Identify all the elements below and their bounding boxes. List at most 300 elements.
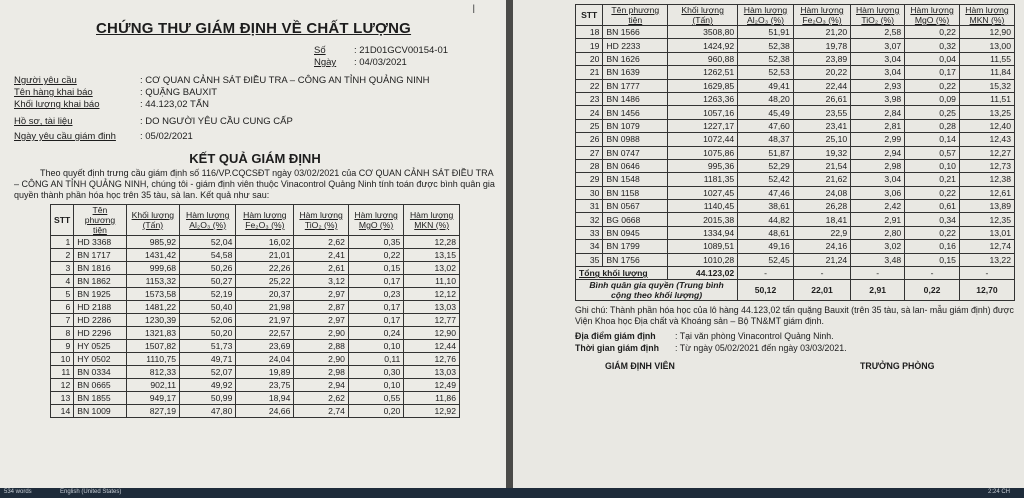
cell-value: 50,40: [180, 301, 236, 314]
cell-value: 0,20: [348, 405, 403, 418]
cell-value: 13,25: [959, 106, 1014, 119]
cell-value: 49,92: [180, 379, 236, 392]
cell-stt: 3: [51, 262, 74, 275]
cell-name: BN 1548: [603, 173, 668, 186]
cell-name: HD 2233: [603, 39, 668, 52]
cell-value: 47,80: [180, 405, 236, 418]
table-row: [51, 249, 460, 262]
cell-value: 3,04: [851, 173, 905, 186]
cell-value: 50,99: [180, 392, 236, 405]
cell-value: 2,94: [851, 146, 905, 159]
table-row: [576, 200, 1015, 213]
col-fe2o3: Hàm lượng Fe₂O₃ (%): [236, 205, 294, 236]
document-page-right: [513, 0, 1024, 488]
cell-value: 3,07: [851, 39, 905, 52]
table-row: [576, 133, 1015, 146]
cell-value: 13,02: [404, 262, 460, 275]
cell-value: 12,76: [404, 353, 460, 366]
cell-value: 2015,38: [668, 213, 738, 226]
col-mkn: Hàm lượng MKN (%): [959, 5, 1014, 26]
cell-value: 0,57: [905, 146, 960, 159]
cell-name: BN 1855: [74, 392, 126, 405]
cell-stt: 24: [576, 106, 603, 119]
cell-value: 24,08: [793, 186, 850, 199]
cell-stt: 28: [576, 159, 603, 172]
cell-value: 48,20: [738, 92, 794, 105]
col-weight: Khối lượng (Tấn): [668, 5, 738, 26]
cell-value: 38,61: [738, 200, 794, 213]
cell-value: 960,88: [668, 52, 738, 65]
cell-value: 11,84: [959, 66, 1014, 79]
cell-value: 995,36: [668, 159, 738, 172]
cell-value: 2,87: [294, 301, 349, 314]
clock: 2:24 CH: [988, 489, 1011, 495]
cell-value: 1262,51: [668, 66, 738, 79]
table-row: [576, 186, 1015, 199]
inspection-time: Thời gian giám định : Từ ngày 05/02/2021 đến ngày 03/03/2021.: [575, 343, 847, 354]
cell-value: 827,19: [126, 405, 179, 418]
table-row: [576, 106, 1015, 119]
cell-value: 0,14: [905, 133, 960, 146]
cell-value: 12,49: [404, 379, 460, 392]
cell-value: 1424,92: [668, 39, 738, 52]
table-row: [576, 173, 1015, 186]
cell-value: 11,51: [959, 92, 1014, 105]
header-field: Tên hàng khai báo : QUẶNG BAUXIT: [14, 87, 218, 98]
cell-value: 23,55: [793, 106, 850, 119]
cell-value: 44,82: [738, 213, 794, 226]
cell-value: 0,34: [905, 213, 960, 226]
average-row: Bình quân gia quyền (Trung bình cộng theo khối lượng) 50,12 22,01 2,91 0,22 12,70: [576, 280, 1015, 301]
cell-value: 0,10: [348, 379, 403, 392]
cell-value: 2,98: [851, 159, 905, 172]
cell-stt: 4: [51, 275, 74, 288]
cell-value: 3,04: [851, 52, 905, 65]
cell-value: 1010,28: [668, 253, 738, 266]
cell-value: 2,62: [294, 392, 349, 405]
cell-value: 2,74: [294, 405, 349, 418]
cell-value: 2,97: [294, 314, 349, 327]
cell-stt: 29: [576, 173, 603, 186]
cell-value: 12,90: [404, 327, 460, 340]
cell-stt: 23: [576, 92, 603, 105]
cell-value: 2,91: [851, 213, 905, 226]
cell-name: BN 1079: [603, 119, 668, 132]
cell-value: 19,32: [793, 146, 850, 159]
cell-value: 1263,36: [668, 92, 738, 105]
cell-value: 2,41: [294, 249, 349, 262]
cell-name: BN 1777: [603, 79, 668, 92]
cell-value: 18,41: [793, 213, 850, 226]
cell-value: 51,73: [180, 340, 236, 353]
cell-value: 2,58: [851, 26, 905, 39]
total-row: Tổng khối lượng 44.123,02 - - - - -: [576, 267, 1015, 280]
results-table-left: [50, 204, 460, 418]
cell-value: 1140,45: [668, 200, 738, 213]
cell-value: 51,91: [738, 26, 794, 39]
cell-value: 45,49: [738, 106, 794, 119]
col-mgo: Hàm lượng MgO (%): [905, 5, 960, 26]
table-row: [51, 405, 460, 418]
cell-name: BN 1639: [603, 66, 668, 79]
cell-value: 23,75: [236, 379, 294, 392]
col-tio2: Hàm lượng TiO₂ (%): [851, 5, 905, 26]
cell-value: 49,71: [180, 353, 236, 366]
cell-name: BN 1009: [74, 405, 126, 418]
cell-value: 13,01: [959, 226, 1014, 239]
cell-value: 12,12: [404, 288, 460, 301]
cell-name: BN 1566: [603, 26, 668, 39]
cell-value: 21,20: [793, 26, 850, 39]
cell-value: 24,16: [793, 240, 850, 253]
cell-value: 49,41: [738, 79, 794, 92]
cell-value: 985,92: [126, 236, 179, 249]
cell-name: BN 1756: [603, 253, 668, 266]
cell-value: 22,44: [793, 79, 850, 92]
cell-value: 21,97: [236, 314, 294, 327]
cell-value: 1629,85: [668, 79, 738, 92]
cell-value: 0,55: [348, 392, 403, 405]
cell-value: 24,04: [236, 353, 294, 366]
cell-value: 3,12: [294, 275, 349, 288]
table-row: [51, 379, 460, 392]
cell-value: 52,42: [738, 173, 794, 186]
cell-value: 12,61: [959, 186, 1014, 199]
cell-value: 50,26: [180, 262, 236, 275]
table-row: [576, 39, 1015, 52]
cell-value: 12,38: [959, 173, 1014, 186]
cell-value: 0,35: [348, 236, 403, 249]
cell-name: HY 0525: [74, 340, 126, 353]
cell-value: 13,03: [404, 366, 460, 379]
language-indicator[interactable]: English (United States): [60, 489, 122, 495]
cell-stt: 35: [576, 253, 603, 266]
cell-value: 2,97: [294, 288, 349, 301]
cell-name: HD 3368: [74, 236, 126, 249]
cell-value: 22,9: [793, 226, 850, 239]
cell-value: 0,22: [905, 226, 960, 239]
cell-name: HD 2296: [74, 327, 126, 340]
col-name: Tên phương tiện: [74, 205, 126, 236]
cell-value: 0,25: [905, 106, 960, 119]
table-row: [51, 392, 460, 405]
cell-stt: 20: [576, 52, 603, 65]
note-text: Ghi chú: Thành phần hóa học của lô hàng 44.123,02 tấn quặng Bauxit (trên 35 tàu, sà lan- mẫu giám định) được Viện Khoa học Địa chất và Khoáng sản – Bộ TN&MT giám định.: [575, 305, 1014, 327]
cell-stt: 14: [51, 405, 74, 418]
cell-value: 21,24: [793, 253, 850, 266]
cell-value: 2,90: [294, 327, 349, 340]
section-title: KẾT QUẢ GIÁM ĐỊNH: [189, 151, 321, 166]
header-fields: [14, 75, 496, 143]
cell-value: 2,61: [294, 262, 349, 275]
word-count[interactable]: 534 words: [4, 489, 32, 495]
header-field: Ngày yêu cầu giám định : 05/02/2021: [14, 131, 193, 142]
table-row: [576, 26, 1015, 39]
cell-value: 20,37: [236, 288, 294, 301]
cell-value: 2,88: [294, 340, 349, 353]
text-cursor-icon: I: [472, 2, 476, 16]
cell-name: BN 1816: [74, 262, 126, 275]
cell-value: 23,69: [236, 340, 294, 353]
cell-value: 54,58: [180, 249, 236, 262]
cell-value: 2,81: [851, 119, 905, 132]
table-row: [51, 353, 460, 366]
cell-value: 0,22: [905, 26, 960, 39]
cell-value: 2,42: [851, 200, 905, 213]
cell-value: 19,89: [236, 366, 294, 379]
table-row: [51, 366, 460, 379]
table-row: [51, 301, 460, 314]
cell-value: 0,21: [905, 173, 960, 186]
cell-value: 49,16: [738, 240, 794, 253]
cell-value: 0,17: [348, 301, 403, 314]
cell-name: BN 0646: [603, 159, 668, 172]
cell-name: BN 1862: [74, 275, 126, 288]
cell-value: 1230,39: [126, 314, 179, 327]
cell-value: 1321,83: [126, 327, 179, 340]
cell-value: 0,17: [348, 275, 403, 288]
cell-value: 0,24: [348, 327, 403, 340]
cell-value: 13,03: [404, 301, 460, 314]
cell-name: BN 0665: [74, 379, 126, 392]
cell-value: 26,61: [793, 92, 850, 105]
sign-inspector: GIÁM ĐỊNH VIÊN: [605, 361, 675, 372]
col-mkn: Hàm lượng MKN (%): [404, 205, 460, 236]
cell-value: 12,43: [959, 133, 1014, 146]
cell-value: 3,06: [851, 186, 905, 199]
cell-value: 21,98: [236, 301, 294, 314]
cell-value: 0,22: [905, 186, 960, 199]
table-row: [576, 240, 1015, 253]
cell-value: 1089,51: [668, 240, 738, 253]
header-field: Người yêu cầu : CƠ QUAN CẢNH SÁT ĐIỀU TRA – CÔNG AN TỈNH QUẢNG NINH: [14, 75, 430, 86]
cell-stt: 27: [576, 146, 603, 159]
cell-value: 0,22: [348, 249, 403, 262]
col-al2o3: Hàm lượng Al₂O₃ (%): [738, 5, 794, 26]
cell-value: 0,17: [348, 314, 403, 327]
cell-name: HY 0502: [74, 353, 126, 366]
cell-name: BN 1456: [603, 106, 668, 119]
cell-value: 0,17: [905, 66, 960, 79]
cell-value: 0,10: [348, 340, 403, 353]
cell-value: 50,27: [180, 275, 236, 288]
cell-stt: 22: [576, 79, 603, 92]
cell-value: 1057,16: [668, 106, 738, 119]
cell-value: 0,32: [905, 39, 960, 52]
cell-value: 812,33: [126, 366, 179, 379]
cell-value: 1110,75: [126, 353, 179, 366]
cell-value: 47,60: [738, 119, 794, 132]
table-row: [51, 314, 460, 327]
header-field: Hồ sơ, tài liệu : DO NGƯỜI YÊU CẦU CUNG CẤP: [14, 116, 293, 127]
table-row: [51, 262, 460, 275]
cell-value: 3,98: [851, 92, 905, 105]
cell-value: 20,22: [793, 66, 850, 79]
cell-stt: 1: [51, 236, 74, 249]
cell-value: 26,28: [793, 200, 850, 213]
inspection-place: Địa điểm giám định : Tại văn phòng Vinacontrol Quảng Ninh.: [575, 331, 834, 342]
cell-value: 1507,82: [126, 340, 179, 353]
cell-value: 12,73: [959, 159, 1014, 172]
cell-value: 52,38: [738, 52, 794, 65]
cell-value: 15,32: [959, 79, 1014, 92]
signatures: [575, 361, 1014, 375]
sign-head: TRƯỞNG PHÒNG: [860, 361, 935, 372]
cell-value: 50,20: [180, 327, 236, 340]
cell-value: 1153,32: [126, 275, 179, 288]
cell-name: BN 1158: [603, 186, 668, 199]
cell-name: BN 0988: [603, 133, 668, 146]
cell-stt: 30: [576, 186, 603, 199]
cell-stt: 6: [51, 301, 74, 314]
cell-value: 902,11: [126, 379, 179, 392]
cell-value: 11,10: [404, 275, 460, 288]
cell-value: 0,23: [348, 288, 403, 301]
cell-value: 0,04: [905, 52, 960, 65]
cell-stt: 10: [51, 353, 74, 366]
cell-value: 0,28: [905, 119, 960, 132]
table-row: [51, 340, 460, 353]
cell-stt: 12: [51, 379, 74, 392]
cell-value: 52,06: [180, 314, 236, 327]
cell-stt: 19: [576, 39, 603, 52]
cell-value: 3,02: [851, 240, 905, 253]
cell-name: BN 1486: [603, 92, 668, 105]
cell-stt: 2: [51, 249, 74, 262]
cell-value: 12,92: [404, 405, 460, 418]
cell-value: 1481,22: [126, 301, 179, 314]
cell-stt: 13: [51, 392, 74, 405]
cell-value: 949,17: [126, 392, 179, 405]
col-mgo: Hàm lượng MgO (%): [348, 205, 403, 236]
cell-value: 2,84: [851, 106, 905, 119]
cell-value: 12,44: [404, 340, 460, 353]
table-row: [576, 52, 1015, 65]
cell-value: 52,45: [738, 253, 794, 266]
cell-value: 48,61: [738, 226, 794, 239]
cell-name: BN 1717: [74, 249, 126, 262]
cell-value: 11,86: [404, 392, 460, 405]
table-row: [51, 275, 460, 288]
cell-stt: 7: [51, 314, 74, 327]
cell-name: BG 0668: [603, 213, 668, 226]
cell-name: BN 0747: [603, 146, 668, 159]
cell-value: 12,28: [404, 236, 460, 249]
cell-value: 1334,94: [668, 226, 738, 239]
cell-value: 0,22: [905, 79, 960, 92]
table-row: [576, 92, 1015, 105]
cell-value: 22,57: [236, 327, 294, 340]
table-row: [576, 66, 1015, 79]
cell-value: 23,41: [793, 119, 850, 132]
col-name: Tên phương tiện: [603, 5, 668, 26]
average-label: Bình quân gia quyền (Trung bình cộng theo khối lượng): [576, 280, 738, 301]
cell-value: 22,26: [236, 262, 294, 275]
cell-stt: 5: [51, 288, 74, 301]
cert-number: Số : 21D01GCV00154-01: [314, 45, 449, 56]
cell-value: 51,87: [738, 146, 794, 159]
cell-value: 1027,45: [668, 186, 738, 199]
cell-value: 21,54: [793, 159, 850, 172]
cell-value: 19,78: [793, 39, 850, 52]
cell-value: 13,89: [959, 200, 1014, 213]
cell-stt: 32: [576, 213, 603, 226]
cell-stt: 26: [576, 133, 603, 146]
intro-paragraph: Theo quyết định trưng cầu giám định số 116/VP.CQCSĐT ngày 03/02/2021 của CƠ QUAN CẢNH SÁT ĐIỀU TRA – CÔNG AN TỈNH QUẢNG NINH, chúng tôi - giám định viên thuộc Vinacontrol Quảng Ninh tính toán được bình quân gia quyền thành phần hóa học trên 35 tàu, sà lan. Kết quả như sau:: [14, 168, 495, 200]
cell-value: 18,94: [236, 392, 294, 405]
cell-value: 52,53: [738, 66, 794, 79]
cell-value: 16,02: [236, 236, 294, 249]
cell-value: 12,40: [959, 119, 1014, 132]
cell-value: 52,29: [738, 159, 794, 172]
cell-value: 1227,17: [668, 119, 738, 132]
col-stt: STT: [51, 205, 74, 236]
cell-stt: 9: [51, 340, 74, 353]
table-row: [576, 159, 1015, 172]
cell-value: 3,04: [851, 66, 905, 79]
cell-value: 2,94: [294, 379, 349, 392]
cell-value: 12,74: [959, 240, 1014, 253]
cell-name: BN 0334: [74, 366, 126, 379]
cell-value: 3508,80: [668, 26, 738, 39]
cell-value: 48,37: [738, 133, 794, 146]
table-row: [576, 213, 1015, 226]
cell-value: 0,11: [348, 353, 403, 366]
cell-value: 23,89: [793, 52, 850, 65]
cell-name: BN 1925: [74, 288, 126, 301]
cell-value: 1072,44: [668, 133, 738, 146]
cell-value: 2,99: [851, 133, 905, 146]
cell-value: 24,66: [236, 405, 294, 418]
cell-value: 1075,86: [668, 146, 738, 159]
cell-value: 47,46: [738, 186, 794, 199]
cell-value: 1181,35: [668, 173, 738, 186]
table-row: [51, 236, 460, 249]
cell-stt: 34: [576, 240, 603, 253]
cell-value: 52,38: [738, 39, 794, 52]
table-row: [576, 253, 1015, 266]
header-field: Khối lượng khai báo : 44.123,02 TẤN: [14, 99, 210, 110]
cell-value: 0,30: [348, 366, 403, 379]
cell-value: 12,77: [404, 314, 460, 327]
cell-value: 13,15: [404, 249, 460, 262]
cert-date: Ngày : 04/03/2021: [314, 57, 407, 68]
cell-value: 2,98: [294, 366, 349, 379]
cell-name: HD 2286: [74, 314, 126, 327]
cell-value: 0,15: [905, 253, 960, 266]
cell-name: HD 2188: [74, 301, 126, 314]
cell-value: 0,10: [905, 159, 960, 172]
cell-name: BN 1626: [603, 52, 668, 65]
cell-value: 2,62: [294, 236, 349, 249]
total-label: Tổng khối lượng: [576, 267, 668, 280]
cell-name: BN 0567: [603, 200, 668, 213]
cell-value: 13,22: [959, 253, 1014, 266]
cell-value: 12,35: [959, 213, 1014, 226]
cell-stt: 8: [51, 327, 74, 340]
table-row: [576, 146, 1015, 159]
cell-value: 0,61: [905, 200, 960, 213]
cell-value: 1431,42: [126, 249, 179, 262]
table-row: [51, 327, 460, 340]
table-row: [576, 79, 1015, 92]
cell-value: 3,48: [851, 253, 905, 266]
cell-value: 12,27: [959, 146, 1014, 159]
cell-stt: 25: [576, 119, 603, 132]
table-row: [576, 119, 1015, 132]
cell-value: 52,04: [180, 236, 236, 249]
cell-stt: 18: [576, 26, 603, 39]
